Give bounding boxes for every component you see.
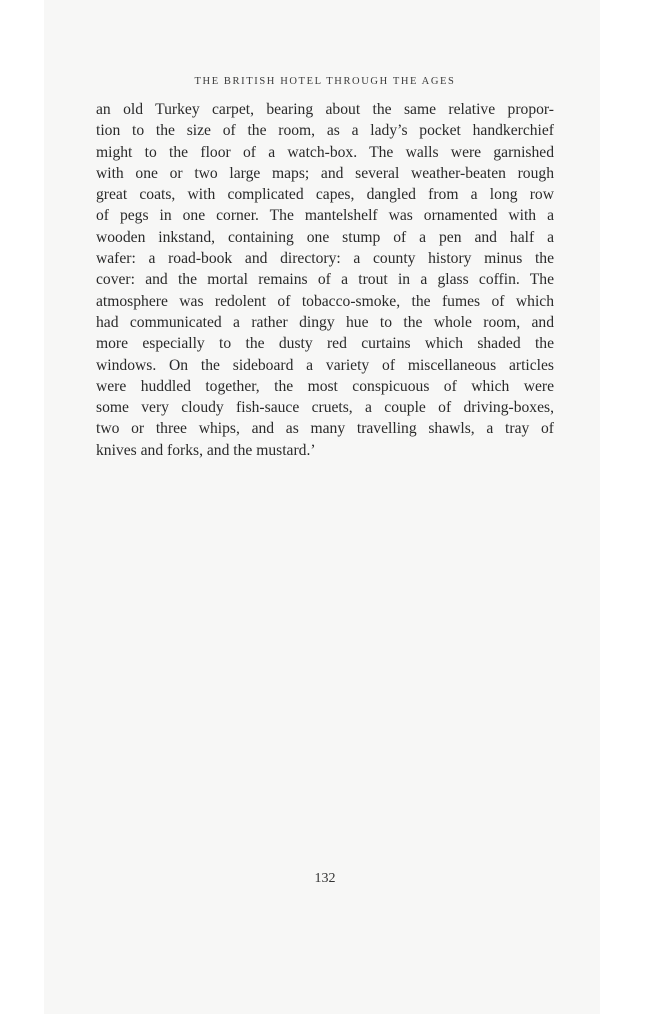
text-line: might to the floor of a watch-box. The walls were garnished: [96, 143, 554, 161]
text-line: more especially to the dusty red curtains which shaded the: [96, 335, 554, 353]
running-head: THE BRITISH HOTEL THROUGH THE AGES: [194, 76, 456, 87]
text-line: atmosphere was redolent of tobacco-smoke, the fumes of which: [96, 292, 554, 310]
text-line: had communicated a rather dingy hue to the whole room, and: [96, 313, 554, 331]
text-line: with one or two large maps; and several weather-beaten rough: [96, 164, 554, 182]
text-line: two or three whips, and as many travelling shawls, a tray of: [96, 420, 554, 438]
text-line: windows. On the sideboard a variety of miscellaneous articles: [96, 356, 554, 374]
page-number: 132: [314, 871, 336, 886]
text-line: were huddled together, the most conspicuous of which were: [96, 377, 554, 395]
text-line: tion to the size of the room, as a lady’s pocket handkerchief: [96, 122, 554, 140]
text-line-last: knives and forks, and the mustard.’: [96, 441, 316, 459]
text-line: of pegs in one corner. The mantelshelf was ornamented with a: [96, 207, 554, 225]
text-line: some very cloudy fish-sauce cruets, a couple of driving-boxes,: [96, 399, 554, 417]
text-line: wafer: a road-book and directory: a county history minus the: [96, 250, 554, 268]
text-line: cover: and the mortal remains of a trout in a glass coffin. The: [96, 271, 554, 289]
body-text: [96, 99, 554, 461]
text-line: great coats, with complicated capes, dangled from a long row: [96, 186, 554, 204]
text-line: wooden inkstand, containing one stump of a pen and half a: [96, 228, 554, 246]
text-line: an old Turkey carpet, bearing about the same relative propor-: [96, 101, 554, 118]
